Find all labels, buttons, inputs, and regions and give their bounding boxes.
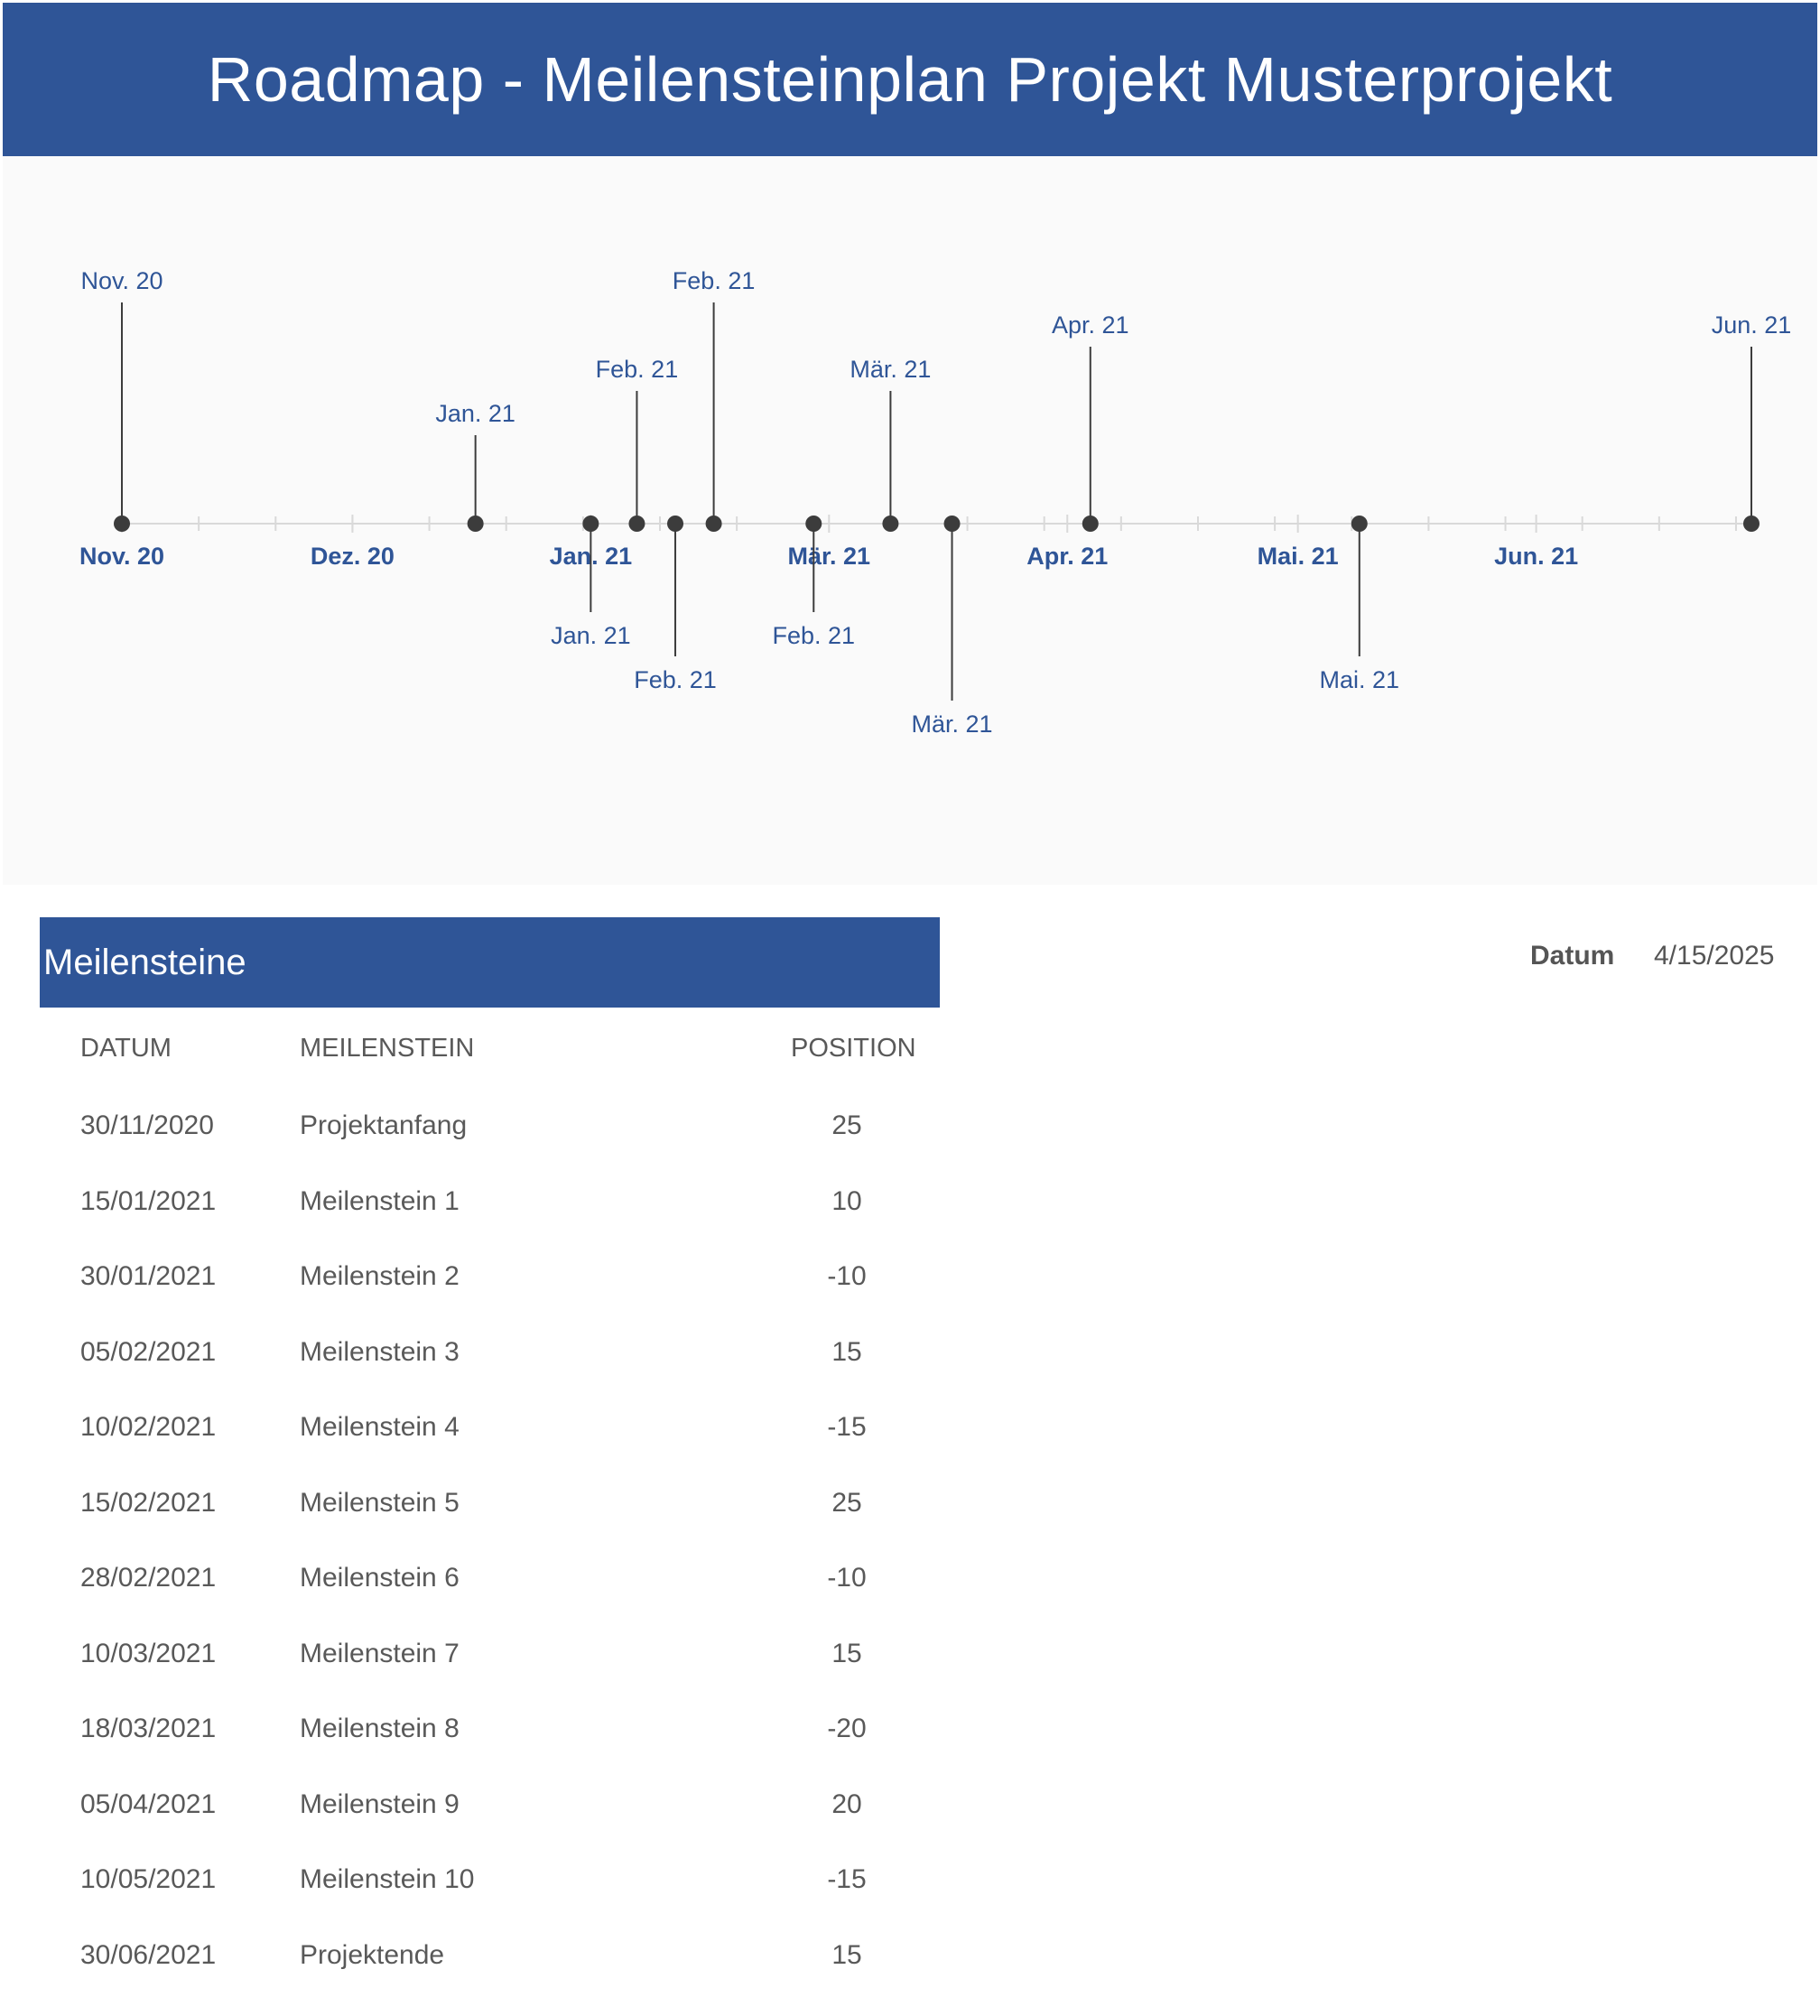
row-position: -15 <box>827 1412 867 1442</box>
row-position: 25 <box>831 1110 862 1140</box>
row-position: 15 <box>831 1939 862 1970</box>
milestone-label: Mär. 21 <box>911 711 993 738</box>
row-milestone: Meilenstein 1 <box>300 1185 460 1216</box>
milestone-marker <box>628 516 645 532</box>
row-milestone: Meilenstein 8 <box>300 1714 460 1743</box>
row-milestone: Meilenstein 6 <box>300 1563 460 1593</box>
table-row <box>0 1110 993 1186</box>
axis-tick-label: Apr. 21 <box>1026 543 1109 570</box>
milestone-label: Jan. 21 <box>435 400 515 427</box>
row-date: 10/05/2021 <box>80 1864 217 1894</box>
section-title: Meilensteine <box>40 917 940 1008</box>
row-milestone: Meilenstein 4 <box>300 1412 460 1442</box>
milestone-label: Mai. 21 <box>1319 666 1400 693</box>
row-date: 15/01/2021 <box>80 1185 217 1216</box>
row-date: 10/02/2021 <box>80 1412 217 1442</box>
milestone-marker <box>882 516 898 532</box>
row-position: 20 <box>831 1788 862 1819</box>
axis-tick-label: Mai. 21 <box>1257 543 1339 570</box>
row-position: -10 <box>827 1261 867 1291</box>
row-position: -20 <box>827 1714 867 1743</box>
milestone-label: Feb. 21 <box>772 622 856 649</box>
table-row <box>0 1789 993 1865</box>
row-milestone: Meilenstein 10 <box>300 1864 475 1894</box>
axis-tick-label: Jun. 21 <box>1494 543 1579 570</box>
page-title: Roadmap - Meilensteinplan Projekt Musterprojekt <box>3 3 1817 156</box>
milestone-marker <box>706 516 722 532</box>
milestone-label: Mär. 21 <box>850 356 932 383</box>
milestone-label: Jun. 21 <box>1711 311 1792 339</box>
milestone-marker <box>667 516 683 532</box>
row-date: 05/04/2021 <box>80 1788 217 1819</box>
milestone-marker <box>805 516 822 532</box>
milestone-marker <box>582 516 599 532</box>
table-row <box>0 1864 993 1940</box>
row-position: -10 <box>827 1563 867 1593</box>
row-date: 28/02/2021 <box>80 1563 217 1593</box>
milestone-label: Feb. 21 <box>595 356 679 383</box>
row-date: 30/06/2021 <box>80 1939 217 1970</box>
table-row <box>0 1488 993 1564</box>
milestone-marker <box>1743 516 1760 532</box>
row-milestone: Projektende <box>300 1939 445 1970</box>
row-date: 10/03/2021 <box>80 1638 217 1668</box>
row-milestone: Meilenstein 3 <box>300 1336 460 1367</box>
row-date: 15/02/2021 <box>80 1487 217 1518</box>
column-header-date: DATUM <box>80 1034 172 1063</box>
timeline-chart <box>3 156 1817 885</box>
row-date: 30/11/2020 <box>80 1110 214 1140</box>
milestone-marker <box>944 516 961 532</box>
row-milestone: Projektanfang <box>300 1110 468 1140</box>
row-milestone: Meilenstein 7 <box>300 1638 460 1668</box>
table-row <box>0 1714 993 1789</box>
axis-tick-label: Mär. 21 <box>787 543 871 570</box>
row-position: 15 <box>831 1336 862 1367</box>
table-row <box>0 1261 993 1337</box>
table-row <box>0 1940 993 2016</box>
row-milestone: Meilenstein 2 <box>300 1261 460 1291</box>
axis-tick-label: Jan. 21 <box>549 543 633 570</box>
milestone-label: Feb. 21 <box>634 666 717 693</box>
row-position: 15 <box>831 1638 862 1668</box>
milestone-label: Jan. 21 <box>551 622 631 649</box>
table-row <box>0 1412 993 1488</box>
milestone-marker <box>114 516 130 532</box>
milestone-marker <box>1351 516 1368 532</box>
row-milestone: Meilenstein 5 <box>300 1487 460 1518</box>
axis-tick-label: Dez. 20 <box>310 543 395 570</box>
row-milestone: Meilenstein 9 <box>300 1788 460 1819</box>
milestone-label: Feb. 21 <box>672 267 756 294</box>
axis-tick-label: Nov. 20 <box>79 543 165 570</box>
table-row <box>0 1639 993 1714</box>
current-date-value: 4/15/2025 <box>1654 941 1775 971</box>
row-date: 30/01/2021 <box>80 1261 217 1291</box>
current-date-label: Datum <box>1530 941 1615 971</box>
milestone-marker <box>1082 516 1099 532</box>
milestone-label: Apr. 21 <box>1052 311 1129 339</box>
row-date: 05/02/2021 <box>80 1336 217 1367</box>
row-position: -15 <box>827 1864 867 1894</box>
timeline-svg <box>3 156 1817 885</box>
column-header-position: POSITION <box>791 1034 916 1063</box>
milestone-marker <box>468 516 484 532</box>
table-row <box>0 1563 993 1639</box>
column-header-milestone: MEILENSTEIN <box>300 1034 475 1063</box>
table-row <box>0 1337 993 1413</box>
table-row <box>0 1186 993 1262</box>
row-position: 10 <box>831 1185 862 1216</box>
row-position: 25 <box>831 1487 862 1518</box>
row-date: 18/03/2021 <box>80 1714 217 1743</box>
milestone-label: Nov. 20 <box>80 267 163 294</box>
